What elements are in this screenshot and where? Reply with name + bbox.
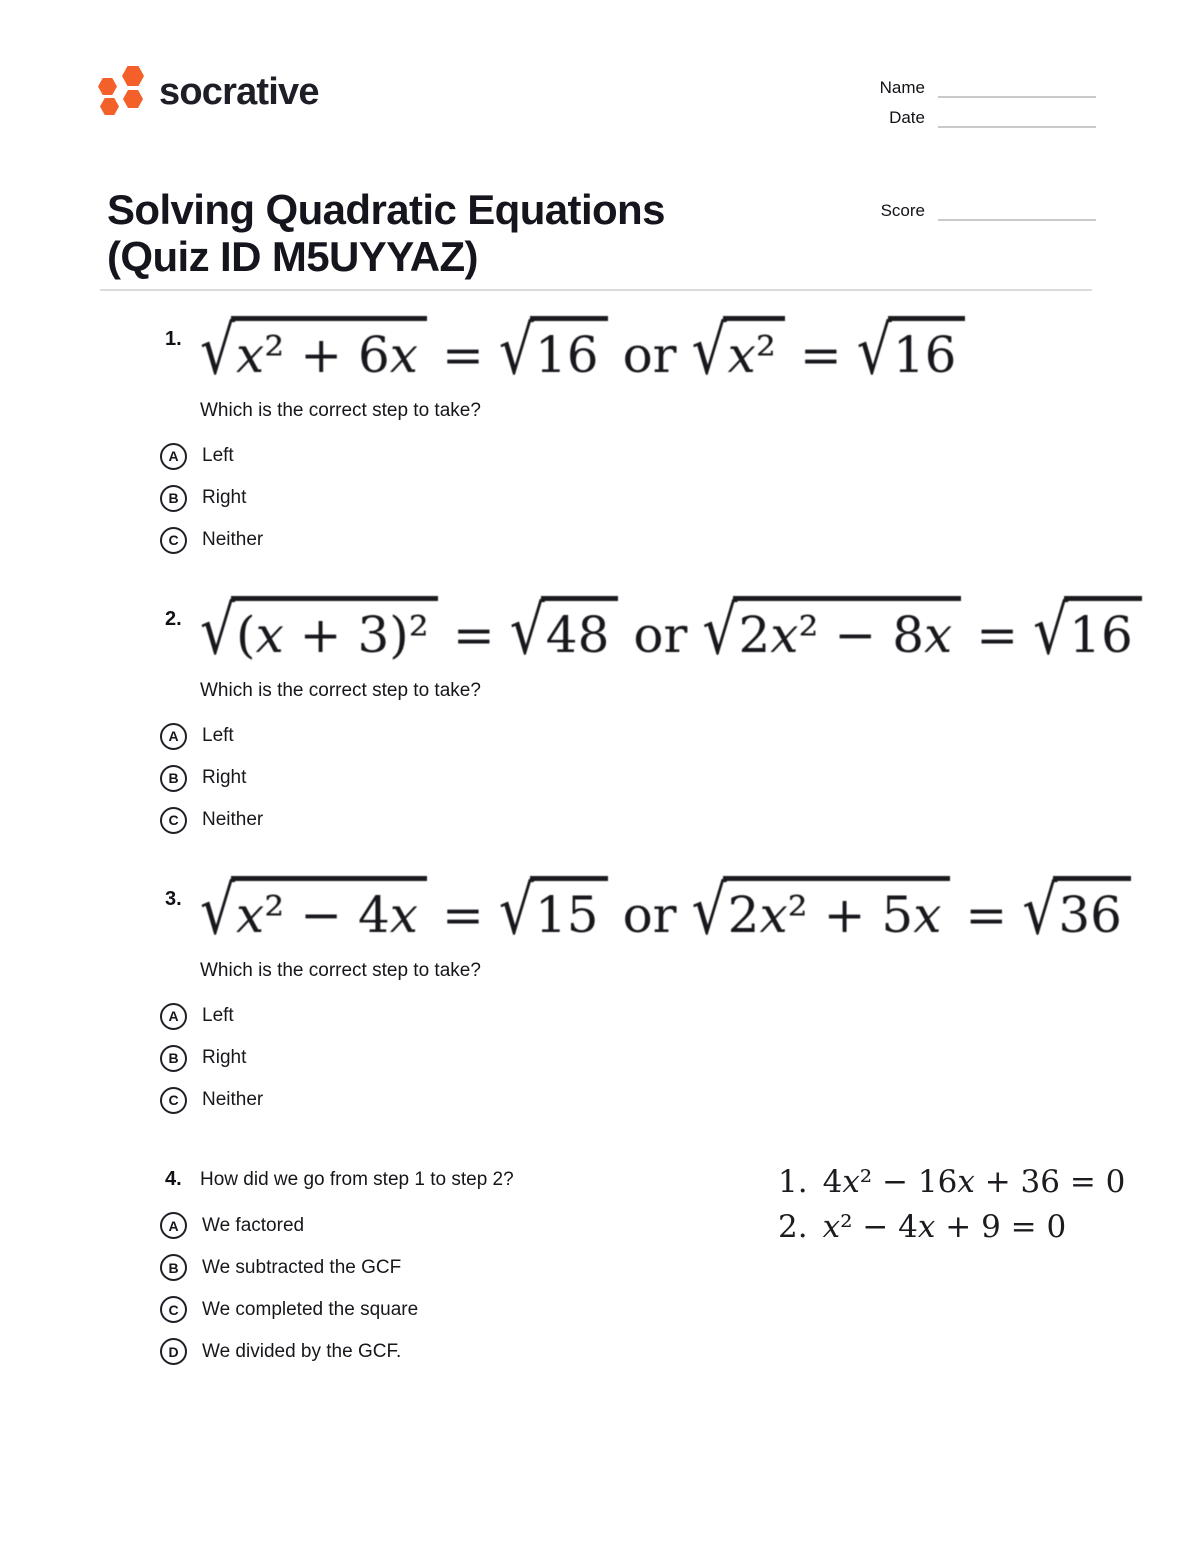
option-letter-badge[interactable]: C [160,527,187,554]
radicand: (x + 3)² [231,596,438,667]
radical-sign-icon: √ [200,871,236,950]
name-field-row [868,76,1096,98]
equation [200,871,1131,950]
sqrt-term [200,311,427,390]
hexagon-shape [122,66,144,86]
socrative-logo [98,66,319,118]
radical-sign-icon: √ [691,311,727,390]
reference-equation-expression: x² − 4x + 9 = 0 [822,1209,1067,1245]
sqrt-term [856,311,966,390]
radical-sign-icon: √ [856,311,892,390]
radical-sign-icon: √ [200,311,236,390]
score-blank-line [938,201,1096,221]
option-label: Right [202,1047,247,1068]
score-field [868,199,1096,229]
sqrt-term [498,871,608,950]
option-label: Left [202,725,234,746]
option-letter-badge[interactable]: A [160,443,187,470]
brand-wordmark: socrative [159,70,319,113]
option-letter-badge[interactable]: D [160,1338,187,1365]
option-letter-badge[interactable]: B [160,1254,187,1281]
option-label: Neither [202,1089,264,1110]
date-field-row [868,106,1096,128]
score-field-row [868,199,1096,221]
question-number: 3. [165,888,182,910]
radicand: 48 [541,596,619,667]
radicand: x² + 6x [231,316,427,387]
answer-option-b[interactable] [160,1045,1138,1072]
option-letter-badge[interactable]: C [160,1296,187,1323]
reference-equation-expression: 4x² − 16x + 36 = 0 [822,1164,1126,1200]
equation-operator: = [799,326,842,384]
reference-equations [778,1160,1125,1250]
option-letter-badge[interactable]: A [160,1003,187,1030]
radicand: 16 [530,316,608,387]
radical-sign-icon: √ [1033,591,1069,670]
answer-option-b[interactable] [160,1254,1138,1281]
sqrt-term [1033,591,1142,670]
quiz-title-line2: (Quiz ID M5UYYAZ) [107,233,478,281]
date-blank-line [938,108,1096,128]
option-letter-badge[interactable]: C [160,1087,187,1114]
sqrt-term [200,871,427,950]
radicand: x² − 4x [231,876,427,947]
answer-options [158,443,1138,554]
answer-options [158,723,1138,834]
answer-option-a[interactable] [160,723,1138,750]
reference-equation [778,1205,1125,1250]
question-block [158,871,1138,1129]
option-label: Right [202,767,247,788]
sqrt-term [509,591,619,670]
equation-operator: = [452,606,495,664]
radicand: 16 [1064,596,1142,667]
reference-equation [778,1160,1125,1205]
sqrt-term [691,871,951,950]
question-number: 1. [165,328,182,350]
option-label: Right [202,487,247,508]
radical-sign-icon: √ [691,871,727,950]
radical-sign-icon: √ [1022,871,1058,950]
sqrt-term [702,591,961,670]
radical-sign-icon: √ [200,591,236,670]
radicand: 36 [1053,876,1131,947]
question-number: 2. [165,608,182,630]
option-label: We completed the square [202,1298,419,1320]
hexagon-shape [123,90,143,108]
hexagon-shape [98,78,117,95]
sqrt-term [1022,871,1131,950]
score-label: Score [880,201,925,220]
radicand: 2x² − 8x [733,596,961,667]
quiz-title-line1: Solving Quadratic Equations [107,186,665,234]
question-prompt: How did we go from step 1 to step 2? [200,1169,514,1190]
option-label: We subtracted the GCF [202,1256,402,1278]
answer-option-c[interactable] [160,1296,1138,1323]
question-prompt: Which is the correct step to take? [200,679,481,701]
equation-operator: = [442,886,484,944]
reference-equation-number: 1. [778,1164,808,1200]
equation-operator: = [965,886,1008,944]
sqrt-term [691,311,785,390]
name-label: Name [879,78,925,97]
question-block [158,311,1138,569]
quiz-title [107,186,665,280]
answer-option-a[interactable] [160,443,1138,470]
option-letter-badge[interactable]: C [160,807,187,834]
sqrt-term [200,591,438,670]
reference-equation-number: 2. [778,1209,808,1245]
option-letter-badge[interactable]: A [160,723,187,750]
option-letter-badge[interactable]: B [160,1045,187,1072]
radicand: 16 [888,316,966,387]
answer-option-c[interactable] [160,807,1138,834]
equation [200,591,1142,670]
radical-sign-icon: √ [498,871,534,950]
radical-sign-icon: √ [498,311,534,390]
equation-operator: = [976,606,1019,664]
answer-option-c[interactable] [160,527,1138,554]
option-label: We factored [202,1214,305,1236]
socrative-hexagon-icon [98,66,146,118]
question-prompt: Which is the correct step to take? [200,959,481,981]
answer-option-b[interactable] [160,765,1138,792]
question-prompt: Which is the correct step to take? [200,399,481,421]
option-label: Neither [202,809,264,830]
option-label: We divided by the GCF. [202,1340,402,1362]
question-block [158,591,1138,849]
radical-sign-icon: √ [702,591,738,670]
question-number: 4. [165,1168,182,1190]
equation-operator: or [633,606,688,664]
header-divider [100,289,1092,291]
equation-operator: or [622,326,677,384]
answer-option-c[interactable] [160,1087,1138,1114]
hexagon-shape [100,98,119,115]
equation-operator: = [442,326,484,384]
radicand: x² [723,316,785,387]
date-label: Date [889,108,925,127]
sqrt-term [498,311,608,390]
option-letter-badge[interactable]: B [160,485,187,512]
option-label: Left [202,1005,234,1026]
answer-option-a[interactable] [160,1003,1138,1030]
student-fields [868,76,1096,136]
equation [200,311,965,390]
option-letter-badge[interactable]: B [160,765,187,792]
option-label: Left [202,445,234,466]
option-letter-badge[interactable]: A [160,1212,187,1239]
name-blank-line [938,78,1096,98]
option-label: Neither [202,529,264,550]
equation-operator: or [622,886,677,944]
answer-option-d[interactable] [160,1338,1138,1365]
radical-sign-icon: √ [509,591,545,670]
radicand: 15 [530,876,608,947]
answer-options [158,1003,1138,1114]
answer-option-b[interactable] [160,485,1138,512]
radicand: 2x² + 5x [723,876,951,947]
